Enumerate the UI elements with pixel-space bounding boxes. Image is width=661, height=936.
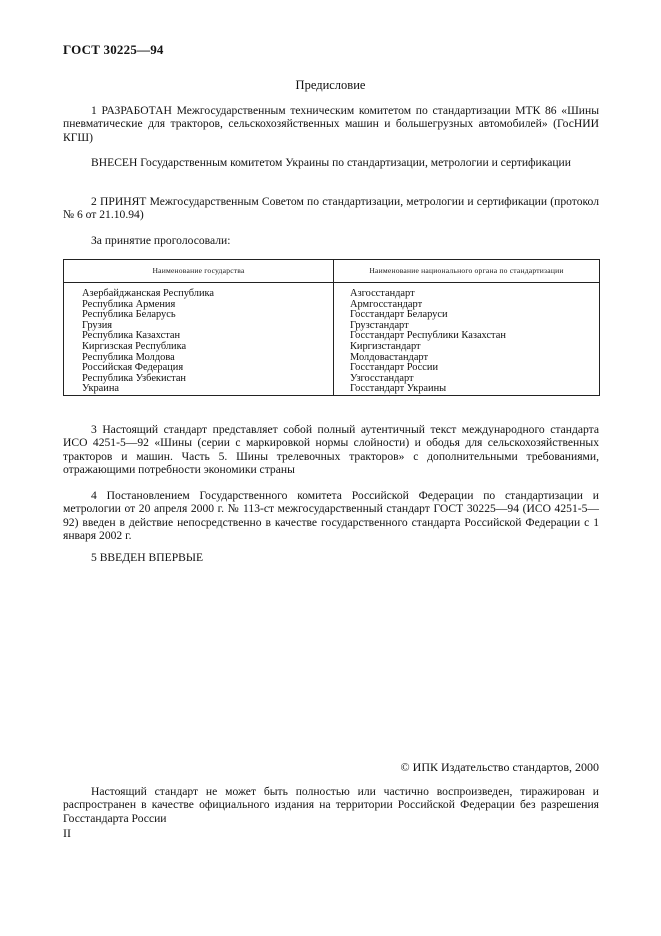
paragraph-iso-text: 3 Настоящий стандарт представляет собой полный аутентичный текст международного стандарта ИСО 4251-5—92 «Шины (серии с маркировкой нормы слойности) и ободья для сельскохозяйственных тракторов и машин. Часть 5. Шины трелевочных тракторов» с дополнительными требованиями, отражающими потребности экономики страны	[63, 423, 599, 477]
standards-body-name: Грузстандарт	[350, 319, 409, 331]
paragraph-voted-for: За принятие проголосовали:	[91, 234, 231, 247]
table-header-row	[64, 260, 600, 283]
standards-body-name: Госстандарт России	[350, 362, 439, 374]
state-name: Азербайджанская Республика	[82, 288, 215, 299]
column-header-standards-body: Наименование национального органа по стандартизации	[334, 260, 600, 283]
voting-states-table	[63, 259, 600, 396]
paragraph-first-introduced: 5 ВВЕДЕН ВПЕРВЫЕ	[91, 551, 204, 564]
standards-body-name: Госстандарт Беларуси	[350, 309, 448, 321]
standards-body-name: Молдовастандарт	[350, 351, 429, 363]
paragraph-developed-by: 1 РАЗРАБОТАН Межгосударственным техническим комитетом по стандартизации МТК 86 «Шины пневматические для тракторов, сельскохозяйственных машин и большегрузных автомобилей» (ГосНИИ КГШ)	[63, 104, 599, 144]
paragraph-resolution: 4 Постановлением Государственного комитета Российской Федерации по стандартизации и метрологии от 20 апреля 2000 г. № 113-ст межгосударственный стандарт ГОСТ 30225—94 (ИСО 4251-5—92) введен в действие непосредственно в качестве государственного стандарта Российской Федерации с 1 января 2002 г.	[63, 489, 599, 543]
standards-body-name: Госстандарт Республики Казахстан	[350, 330, 506, 342]
state-name-column	[64, 283, 334, 396]
column-header-state: Наименование государства	[64, 260, 334, 283]
paragraph-submitted-by: ВНЕСЕН Государственным комитетом Украины по стандартизации, метрологии и сертификации	[91, 156, 571, 169]
paragraph-adopted-by: 2 ПРИНЯТ Межгосударственным Советом по стандартизации, метрологии и сертификации (протокол № 6 от 21.10.94)	[63, 195, 599, 222]
standards-body-name: Азгосстандарт	[350, 288, 415, 299]
state-name: Республика Беларусь	[82, 309, 176, 321]
state-name: Киргизская Республика	[82, 340, 187, 352]
copyright-notice: © ИПК Издательство стандартов, 2000	[400, 760, 599, 774]
standards-body-name: Армгосстандарт	[350, 298, 423, 310]
state-name: Республика Молдова	[82, 351, 175, 363]
state-name: Республика Узбекистан	[82, 372, 186, 384]
page-title: Предисловие	[295, 78, 366, 92]
state-name: Украина	[82, 383, 120, 395]
table-body-row	[64, 283, 600, 396]
state-name: Республика Армения	[82, 298, 176, 310]
standards-body-name: Госстандарт Украины	[350, 383, 447, 395]
state-name: Республика Казахстан	[82, 330, 181, 342]
reproduction-notice: Настоящий стандарт не может быть полностью или частично воспроизведен, тиражирован и распространен в качестве официального издания на территории Российской Федерации без разрешения Госстандарта России	[63, 785, 599, 825]
document-code: ГОСТ 30225—94	[63, 42, 164, 57]
standards-body-name: Киргизстандарт	[350, 340, 421, 352]
standards-body-column	[334, 283, 600, 396]
standards-body-name: Узгосстандарт	[350, 372, 414, 384]
state-name: Грузия	[82, 319, 113, 331]
page-number: II	[63, 826, 71, 840]
state-name: Российская Федерация	[82, 362, 184, 374]
